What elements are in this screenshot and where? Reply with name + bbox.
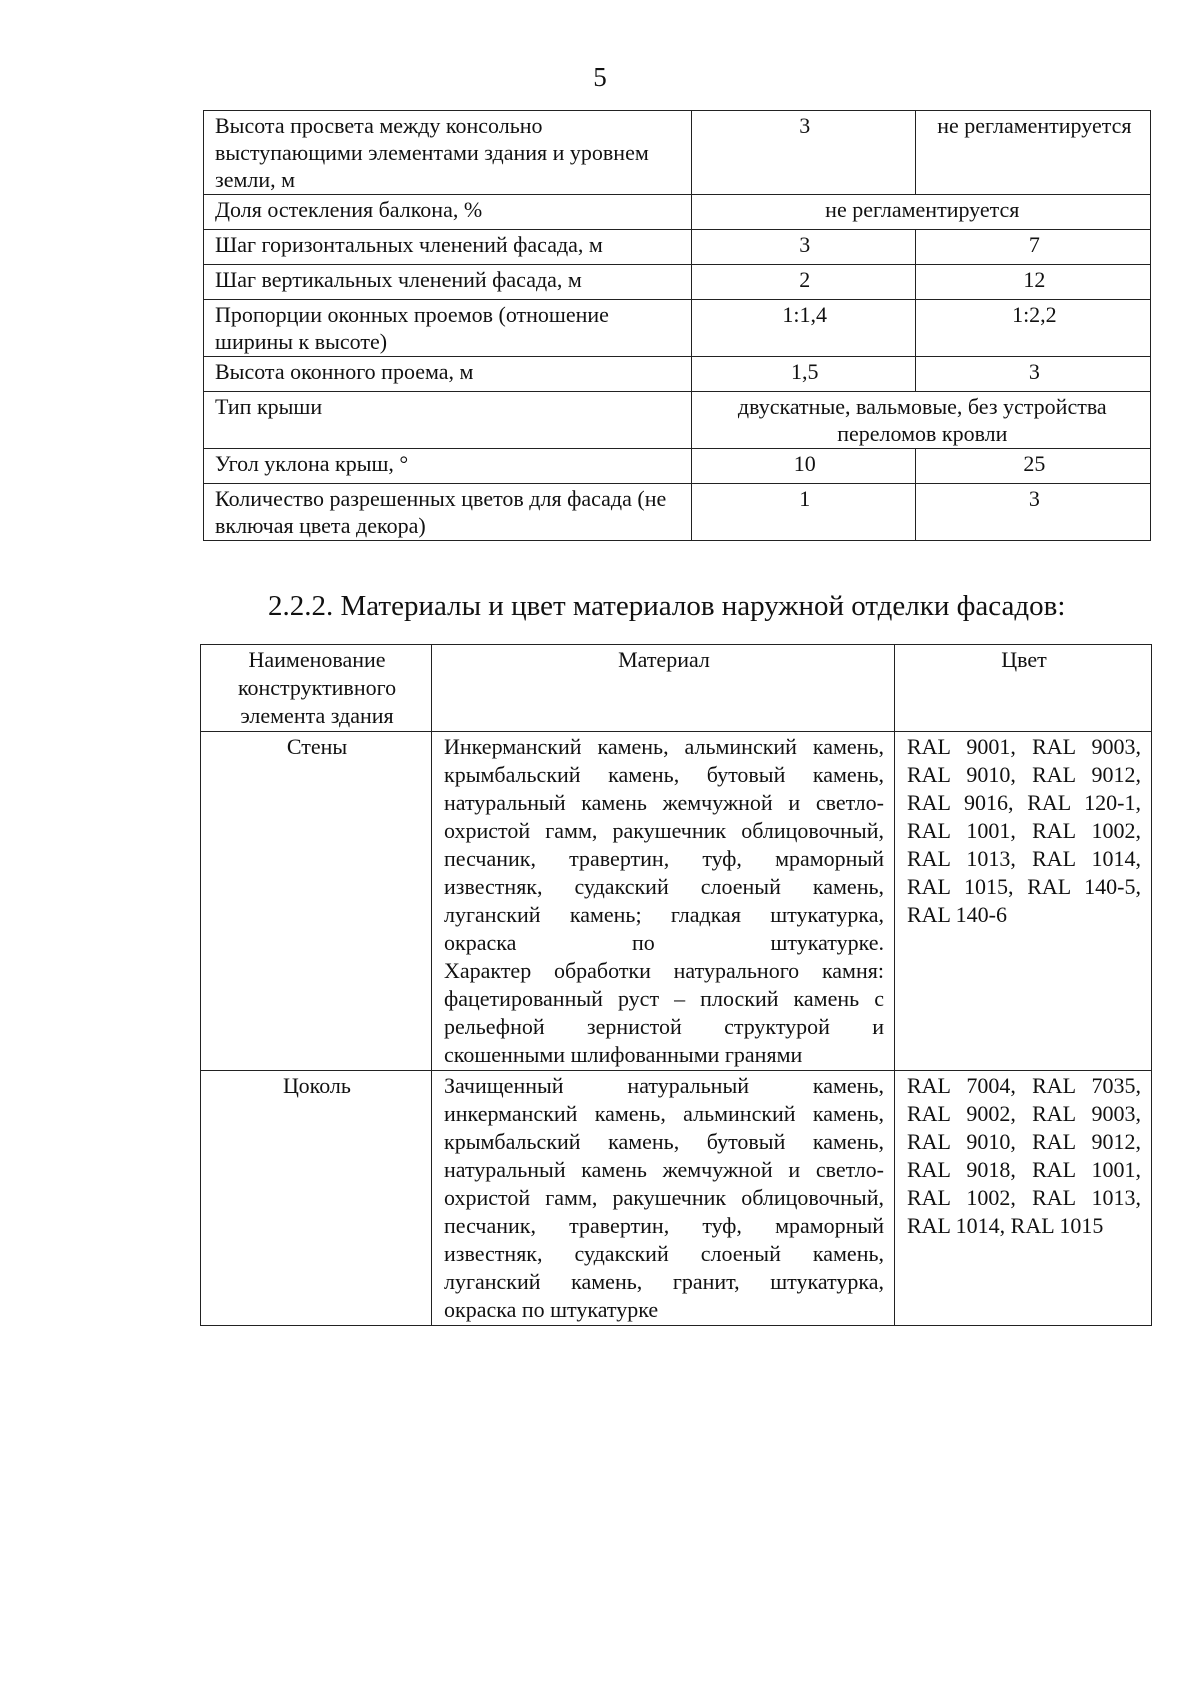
max-value-cell: 3 [915,484,1150,541]
table-row [201,732,1152,1071]
section-heading: 2.2.2. Материалы и цвет материалов наружной отделки фасадов: [268,590,1066,622]
header-element: Наименование конструктивного элемента здания [201,645,432,732]
min-value-cell: 1,5 [691,357,915,392]
param-cell: Тип крыши [204,392,692,449]
param-cell: Количество разрешенных цветов для фасада (не включая цвета декора) [204,484,692,541]
min-value-cell: 10 [691,449,915,484]
header-material: Материал [432,645,895,732]
max-value-cell: не регламентируется [915,111,1150,195]
table-row [204,484,1151,541]
color-cell: RAL 9001, RAL 9003, RAL 9010, RAL 9012, RAL 9016, RAL 120-1, RAL 1001, RAL 1002, RAL 1013, RAL 1014, RAL 1015, RAL 140-5, RAL 140-6 [895,732,1152,1071]
param-cell: Угол уклона крыш, ° [204,449,692,484]
max-value-cell: 25 [915,449,1150,484]
table-row [201,1071,1152,1326]
max-value-cell: 1:2,2 [915,300,1150,357]
table-row [204,265,1151,300]
max-value-cell: 12 [915,265,1150,300]
combined-value-cell: не регламентируется [691,195,1150,230]
param-cell: Пропорции оконных проемов (отношение ширины к высоте) [204,300,692,357]
table-row [204,195,1151,230]
parameters-table [203,110,1151,541]
header-row [201,645,1152,732]
material-cell [432,732,895,1071]
table-row [204,392,1151,449]
table-row [204,357,1151,392]
header-color: Цвет [895,645,1152,732]
materials-table [200,644,1152,1326]
table-row [204,111,1151,195]
param-cell: Шаг вертикальных членений фасада, м [204,265,692,300]
color-cell: RAL 7004, RAL 7035, RAL 9002, RAL 9003, RAL 9010, RAL 9012, RAL 9018, RAL 1001, RAL 1002, RAL 1013, RAL 1014, RAL 1015 [895,1071,1152,1326]
page-number: 5 [593,62,607,92]
max-value-cell: 7 [915,230,1150,265]
min-value-cell: 1:1,4 [691,300,915,357]
param-cell: Высота просвета между консольно выступающими элементами здания и уровнем земли, м [204,111,692,195]
min-value-cell: 3 [691,230,915,265]
param-cell: Шаг горизонтальных членений фасада, м [204,230,692,265]
table-row [204,230,1151,265]
material-extra: Характер обработки натурального камня: фацетированный руст – плоский камень с рельефной зернистой структурой и скошенными шлифованными гранями [444,958,884,1067]
param-cell: Доля остекления балкона, % [204,195,692,230]
min-value-cell: 3 [691,111,915,195]
table-row [204,300,1151,357]
min-value-cell: 2 [691,265,915,300]
min-value-cell: 1 [691,484,915,541]
element-cell: Стены [201,732,432,1071]
element-cell: Цоколь [201,1071,432,1326]
material-main: Зачищенный натуральный камень, инкерманский камень, альминский камень, крымбальский камень, бутовый камень, натуральный камень жемчужной и светло-охристой гамм, ракушечник облицовочный, песчаник, травертин, туф, мраморный известняк, судакский слоеный камень, луганский камень, гранит, штукатурка, окраска по штукатурке [444,1073,884,1322]
param-cell: Высота оконного проема, м [204,357,692,392]
max-value-cell: 3 [915,357,1150,392]
material-main: Инкерманский камень, альминский камень, крымбальский камень, бутовый камень, натуральный камень жемчужной и светло-охристой гамм, ракушечник облицовочный, песчаник, травертин, туф, мраморный известняк, судакский слоеный камень, луганский камень; гладкая штукатурка, окраска по штукатурке. [444,734,884,955]
combined-value-cell: двускатные, вальмовые, без устройства переломов кровли [691,392,1150,449]
table-row [204,449,1151,484]
material-cell [432,1071,895,1326]
